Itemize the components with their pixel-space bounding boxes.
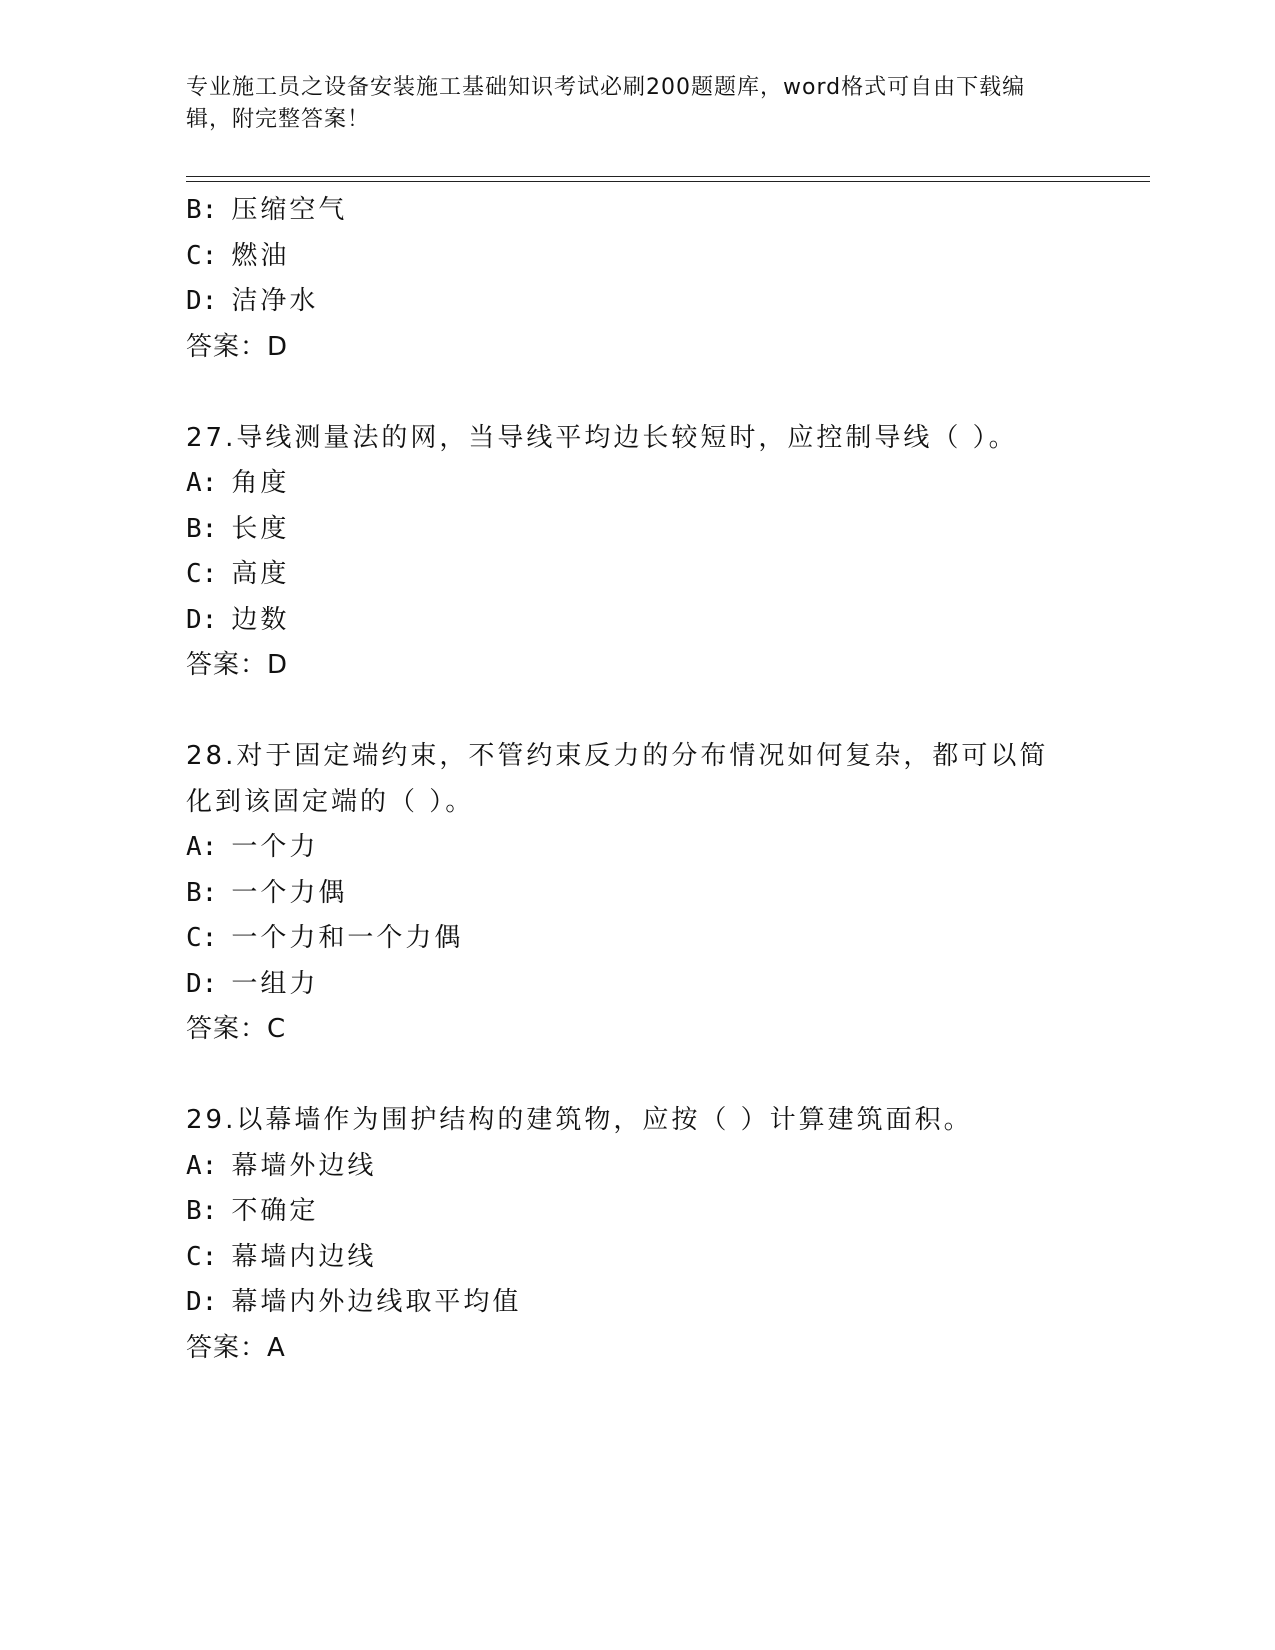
option-b: [186, 871, 1086, 917]
option-text: 燃油: [231, 240, 290, 271]
option-letter: C:: [186, 923, 218, 953]
option-c: [186, 1235, 1086, 1281]
option-text: 压缩空气: [231, 195, 348, 225]
option-a: [186, 1144, 1086, 1190]
page-header: 专业施工员之设备安装施工基础知识考试必刷200题题库，word格式可自由下载编辑，附完整答案！: [186, 75, 1026, 132]
option-letter: B:: [186, 877, 218, 908]
option-a: [186, 825, 1086, 871]
option-letter: D:: [186, 286, 218, 316]
option-d: [186, 1280, 1086, 1326]
question-27: [186, 416, 1086, 689]
answer-line: 答案：D: [186, 331, 289, 362]
option-text: 一个力: [231, 832, 319, 862]
header-divider: [186, 176, 1150, 182]
option-text: 一个力和一个力偶: [231, 923, 464, 953]
option-text: 角度: [231, 468, 290, 498]
option-letter: D:: [186, 1287, 218, 1317]
option-text: 一个力偶: [231, 877, 348, 908]
answer-line: 答案：C: [186, 1014, 287, 1044]
option-c: [186, 234, 1086, 280]
option-text: 一组力: [231, 968, 319, 999]
option-a: [186, 461, 1086, 507]
option-text: 幕墙内边线: [231, 1241, 377, 1272]
option-letter: A:: [186, 468, 218, 498]
option-letter: B:: [186, 195, 218, 225]
option-text: 洁净水: [231, 286, 319, 316]
option-c: [186, 916, 1086, 962]
question-29: [186, 1098, 1086, 1371]
option-text: 边数: [231, 604, 290, 635]
option-letter: C:: [186, 1241, 218, 1272]
question-28: [186, 734, 1086, 1053]
option-text: 不确定: [231, 1196, 319, 1226]
option-b: [186, 507, 1086, 553]
option-letter: C:: [186, 240, 218, 271]
option-d: [186, 962, 1086, 1008]
option-letter: C:: [186, 559, 218, 589]
question-stem: 29.以幕墙作为围护结构的建筑物，应按（ ）计算建筑面积。: [186, 1105, 973, 1135]
option-letter: B:: [186, 513, 218, 544]
question-continued: [186, 188, 1086, 370]
option-text: 幕墙外边线: [231, 1150, 377, 1181]
option-d: [186, 279, 1086, 325]
option-letter: A:: [186, 832, 218, 862]
option-b: [186, 188, 1086, 234]
option-c: [186, 552, 1086, 598]
option-b: [186, 1189, 1086, 1235]
option-text: 幕墙内外边线取平均值: [231, 1287, 522, 1317]
option-letter: B:: [186, 1196, 218, 1226]
answer-line: 答案：D: [186, 650, 289, 680]
question-stem: 27.导线测量法的网，当导线平均边长较短时，应控制导线（ ）。: [186, 422, 1018, 453]
option-text: 高度: [231, 559, 290, 589]
option-letter: D:: [186, 604, 218, 635]
option-letter: D:: [186, 968, 218, 999]
option-d: [186, 598, 1086, 644]
option-letter: A:: [186, 1150, 218, 1181]
question-stem: 28.对于固定端约束，不管约束反力的分布情况如何复杂，都可以简化到该固定端的（ ）。: [186, 741, 1049, 817]
option-text: 长度: [231, 513, 290, 544]
answer-line: 答案：A: [186, 1332, 286, 1363]
question-list: [186, 188, 1086, 1371]
